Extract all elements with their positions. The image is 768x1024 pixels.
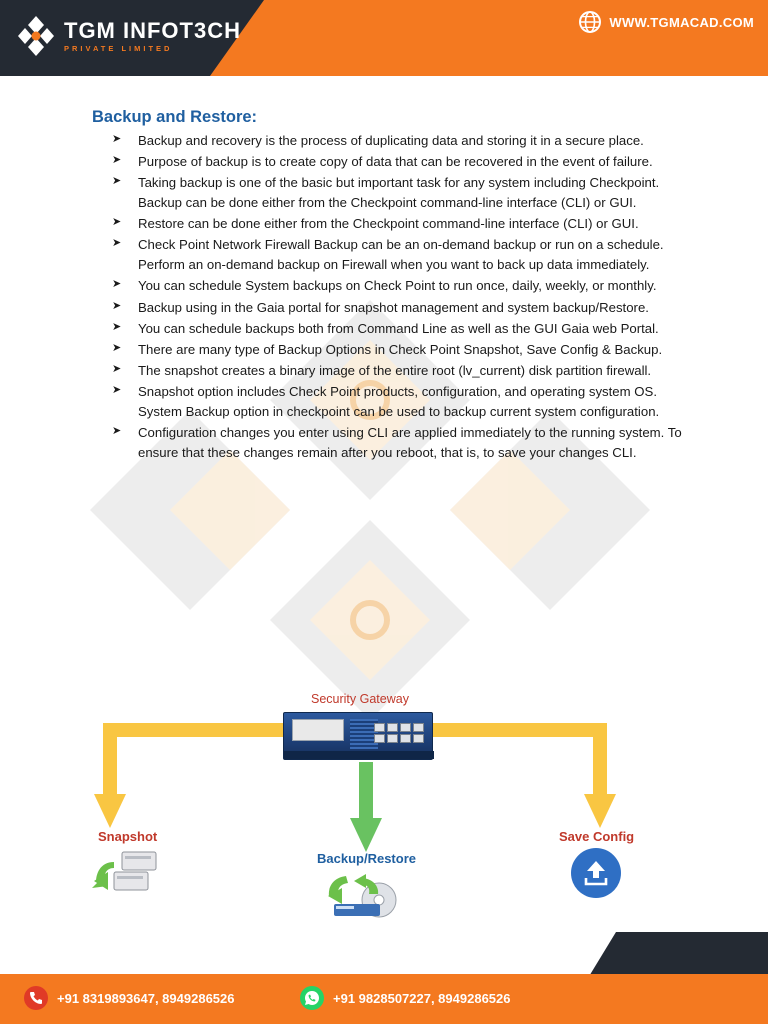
logo-text: TGM INFOT3CH bbox=[64, 17, 241, 43]
snapshot-icon bbox=[92, 848, 168, 904]
logo-subtitle: PRIVATE LIMITED bbox=[64, 44, 173, 54]
page-header bbox=[0, 0, 768, 76]
list-item: ➤ Snapshot option includes Check Point products, configuration, and operating system OS. System Backup option in checkpoint can be used to backup current system configuration. bbox=[112, 382, 684, 422]
list-item: ➤ Check Point Network Firewall Backup can be an on-demand backup or run on a schedule. Perform an on-demand backup on Firewall when you want to back up data immediately. bbox=[112, 235, 684, 275]
header-website[interactable] bbox=[579, 11, 754, 33]
logo-diamond-icon bbox=[16, 14, 56, 58]
backup-restore-label: Backup/Restore bbox=[317, 851, 416, 866]
page-title: Backup and Restore: bbox=[92, 108, 258, 126]
list-item: ➤ Backup and recovery is the process of duplicating data and storing it in a secure place. bbox=[112, 131, 684, 151]
page-footer bbox=[0, 974, 768, 1024]
footer-phone[interactable] bbox=[24, 986, 235, 1010]
website-url: WWW.TGMACAD.COM bbox=[609, 14, 754, 30]
list-item: ➤ The snapshot creates a binary image of the entire root (lv_current) disk partition firewall. bbox=[112, 361, 684, 381]
device-panel bbox=[292, 719, 344, 741]
backup-options-diagram bbox=[0, 690, 768, 930]
security-gateway-label: Security Gateway bbox=[311, 692, 409, 706]
list-item: ➤ Backup using in the Gaia portal for snapshot management and system backup/Restore. bbox=[112, 298, 684, 318]
phone-number-whatsapp: +91 9828507227, 8949286526 bbox=[333, 990, 511, 1006]
save-config-label: Save Config bbox=[559, 829, 635, 844]
phone-number-primary: +91 8319893647, 8949286526 bbox=[57, 990, 235, 1006]
device-base bbox=[284, 751, 434, 759]
snapshot-label: Snapshot bbox=[98, 829, 158, 844]
save-config-icon bbox=[571, 848, 621, 898]
globe-icon bbox=[579, 11, 601, 33]
footer-whatsapp[interactable] bbox=[300, 986, 511, 1010]
list-item: ➤ Purpose of backup is to create copy of data that can be recovered in the event of failure. bbox=[112, 152, 684, 172]
list-item: ➤ Restore can be done either from the Checkpoint command-line interface (CLI) or GUI. bbox=[112, 214, 684, 234]
list-item: ➤ You can schedule System backups on Check Point to run once, daily, weekly, or monthly. bbox=[112, 276, 684, 296]
backup-restore-icon bbox=[326, 870, 408, 922]
list-item: ➤ There are many type of Backup Options in Check Point Snapshot, Save Config & Backup. bbox=[112, 340, 684, 360]
phone-icon bbox=[24, 986, 48, 1010]
device-ports bbox=[374, 723, 424, 743]
list-item: ➤ Taking backup is one of the basic but important task for any system including Checkpoint. Backup can be done either from the Checkpoint command-line interface (CLI) or GUI. bbox=[112, 173, 684, 213]
bullet-list bbox=[112, 131, 684, 463]
security-gateway-device-icon bbox=[283, 712, 433, 760]
whatsapp-icon bbox=[300, 986, 324, 1010]
list-item: ➤ Configuration changes you enter using CLI are applied immediately to the running system. To ensure that these changes remain after you reboot, that is, to save your changes CLI. bbox=[112, 423, 684, 463]
document-content bbox=[0, 100, 768, 464]
brand-logo bbox=[16, 14, 241, 58]
list-item: ➤ You can schedule backups both from Command Line as well as the GUI Gaia web Portal. bbox=[112, 319, 684, 339]
